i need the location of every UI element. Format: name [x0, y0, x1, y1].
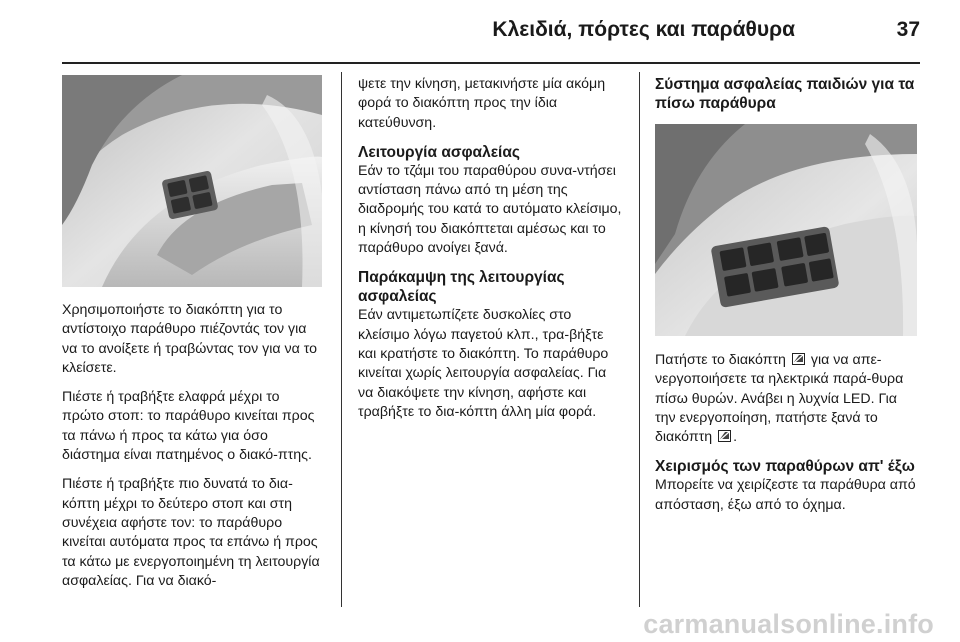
- paragraph-text: .: [733, 429, 738, 446]
- paragraph: Εάν το τζάμι του παραθύρου συνα-ντήσει αντίσταση πάνω από τη μέση της διαδρομής του κατά το αυτόματο κλείσιμο, η κίνησή του διακόπτεται αμέσως και το παράθυρο ανοίγει ξανά.: [358, 162, 622, 257]
- paragraph: Πιέστε ή τραβήξτε ελαφρά μέχρι το πρώτο στοπ: το παράθυρο κινείται προς τα πάνω ή προς τα κάτω για όσο διάστημα είναι πατημένος ο διακό-πτης.: [62, 389, 315, 464]
- column-2: [358, 75, 624, 432]
- paragraph-text: Πατήστε το διακόπτη: [655, 352, 786, 368]
- section-heading: Παράκαμψη της λειτουργίας ασφαλείας: [358, 269, 565, 306]
- column-divider-1: [341, 72, 342, 607]
- window-switch-photo: [62, 75, 322, 287]
- column-divider-2: [639, 72, 640, 607]
- column-3: [655, 75, 917, 525]
- paragraph: Εάν αντιμετωπίζετε δυσκολίες στο κλείσιμο λόγω παγετού κλπ., τρα-βήξτε και κρατήστε το διακόπτη. Το παράθυρο κινείται χωρίς λειτουργία ασφαλείας. Για να διακόψετε την κίνηση, αφήστε και τραβήξτε το δια-κόπτη άλλη μία φορά.: [358, 307, 609, 420]
- watermark: carmanualsonline.info: [643, 609, 934, 639]
- paragraph: Πιέστε ή τραβήξτε πιο δυνατά το δια-κόπτη μέχρι το δεύτερο στοπ και στη συνέχεια αφήστε τον: το παράθυρο κινείται αυτόματα προς τα επάνω ή προς τα κάτω με ενεργοποιημένη τη λειτουργία ασφαλείας. Για να διακό-: [62, 476, 320, 589]
- paragraph: ψετε την κίνηση, μετακινήστε μία ακόμη φορά το διακόπτη προς την ίδια κατεύθυνση.: [358, 76, 606, 131]
- section-heading: Λειτουργία ασφαλείας: [358, 143, 520, 161]
- page-header-title: Κλειδιά, πόρτες και παράθυρα: [492, 18, 795, 41]
- paragraph-text: για να απε-νεργοποιήσετε τα ηλεκτρικά παρά-θυρα πίσω θυρών. Ανάβει η λυχνία LED. Για την ενεργοποίηση, πατήστε ξανά το διακόπτη: [655, 352, 904, 446]
- section-heading: Χειρισμός των παραθύρων απ' έξω: [655, 458, 915, 476]
- header-rule: [62, 62, 920, 64]
- column-1: [62, 75, 324, 601]
- page-number: 37: [896, 18, 920, 41]
- paragraph: [655, 351, 917, 447]
- child-lock-icon: [792, 353, 805, 365]
- section-heading: Σύστημα ασφαλείας παιδιών για τα πίσω παράθυρα: [655, 76, 915, 112]
- paragraph: Μπορείτε να χειρίζεστε τα παράθυρα από απόσταση, έξω από το όχημα.: [655, 477, 916, 513]
- paragraph: Χρησιμοποιήστε το διακόπτη για το αντίστοιχο παράθυρο πιέζοντάς τον για να το ανοίξετε ή τραβώντας τον για να το κλείσετε.: [62, 302, 318, 376]
- rear-window-switch-photo: [655, 124, 917, 336]
- child-lock-icon: [718, 430, 731, 442]
